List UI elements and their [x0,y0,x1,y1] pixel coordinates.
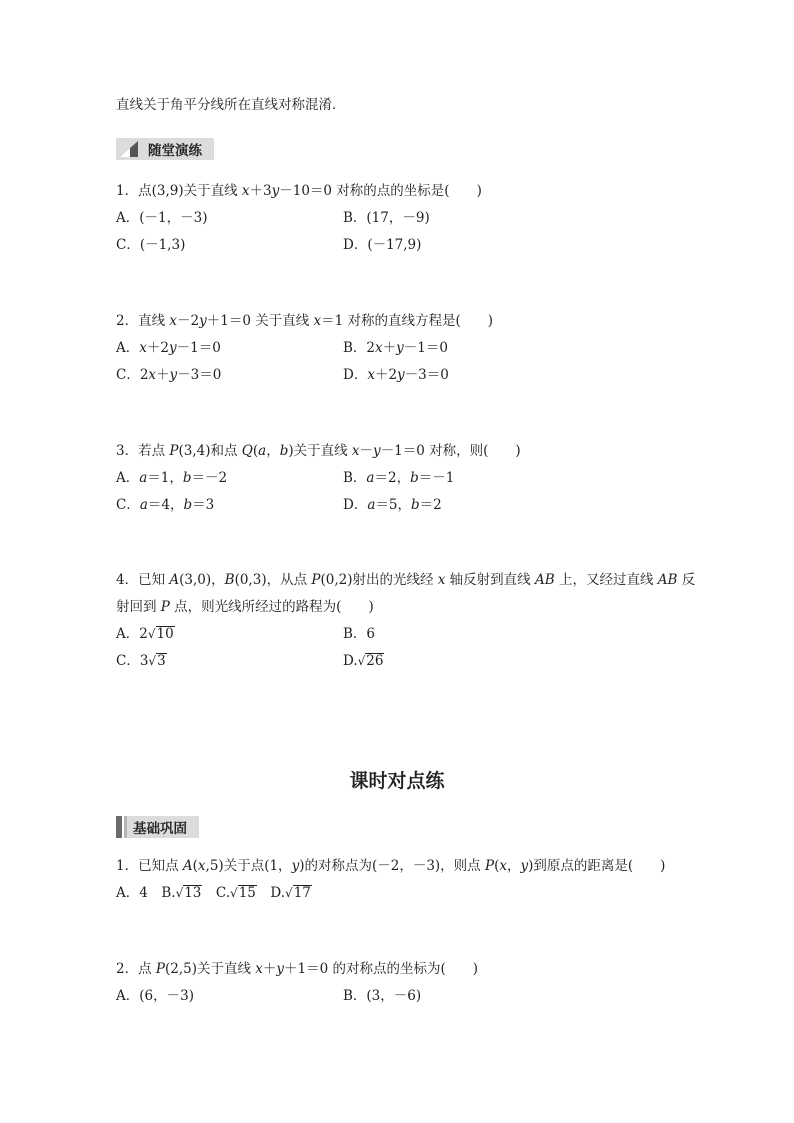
p2-stem: 2．点 P(2,5)关于直线 x＋y＋1＝0 的对称点的坐标为( ) [116,961,479,977]
q4-option-c: C．3√3 [116,653,166,669]
q3-option-d: D．a＝5，b＝2 [343,497,442,513]
q3-option-b: B．a＝2，b＝－1 [343,470,455,486]
q1-option-d: D．(－17,9) [343,237,422,253]
q2-option-b: B．2x＋y－1＝0 [343,340,448,356]
q3-stem: 3．若点 P(3,4)和点 Q(a，b)关于直线 x－y－1＝0 对称，则( ) [116,443,521,459]
section-header-basics [116,816,199,838]
q2-option-a: A．x＋2y－1＝0 [116,340,221,356]
q1-option-c: C．(－1,3) [116,237,186,253]
q2-option-c: C．2x＋y－3＝0 [116,367,222,383]
q4-stem-line2: 射回到 P 点，则光线所经过的路程为( ) [116,599,374,615]
q4-stem-line1: 4．已知 A(3,0)，B(0,3)，从点 P(0,2)射出的光线经 x 轴反射到直线 AB 上，又经过直线 AB 反 [116,572,696,588]
pencil-icon [116,138,142,160]
intro-text: 直线关于角平分线所在直线对称混淆． [116,97,346,113]
p1-options: A．4 B.√13 C.√15 D.√17 [116,885,311,901]
sqrt-sign: √ [147,627,156,641]
q3-option-a: A．a＝1，b＝－2 [116,470,228,486]
q2-option-d: D．x＋2y－3＝0 [343,367,449,383]
q4-option-b: B．6 [343,626,376,642]
q1-option-a: A．(－1，－3) [116,210,208,226]
q4-option-d: D.√26 [343,653,384,669]
q4-option-a: A．2√10 [116,626,174,642]
sqrt-sign: √ [230,886,238,900]
q3-option-c: C．a＝4，b＝3 [116,497,215,513]
page-title: 课时对点练 [349,770,445,792]
q1-option-b: B．(17，－9) [343,210,430,226]
q2-stem: 2．直线 x－2y＋1＝0 关于直线 x＝1 对称的直线方程是( ) [116,313,494,329]
section-header-label: 随堂演练 [142,138,214,160]
section-header-label: 基础巩固 [127,816,199,838]
sqrt-sign: √ [285,886,293,900]
sqrt-sign: √ [148,654,157,668]
sqrt-sign: √ [357,654,366,668]
p2-option-b: B．(3，－6) [343,988,422,1004]
p2-option-a: A．(6，－3) [116,988,194,1004]
q1-stem: 1．点(3,9)关于直线 x＋3y－10＝0 对称的点的坐标是( ) [116,183,482,199]
bar-marker-icon [116,816,122,838]
section-header-practice [116,138,214,160]
sqrt-sign: √ [175,886,184,900]
p1-stem: 1．已知点 A(x,5)关于点(1，y)的对称点为(－2，－3)，则点 P(x，y)到原点的距离是( ) [116,858,666,874]
